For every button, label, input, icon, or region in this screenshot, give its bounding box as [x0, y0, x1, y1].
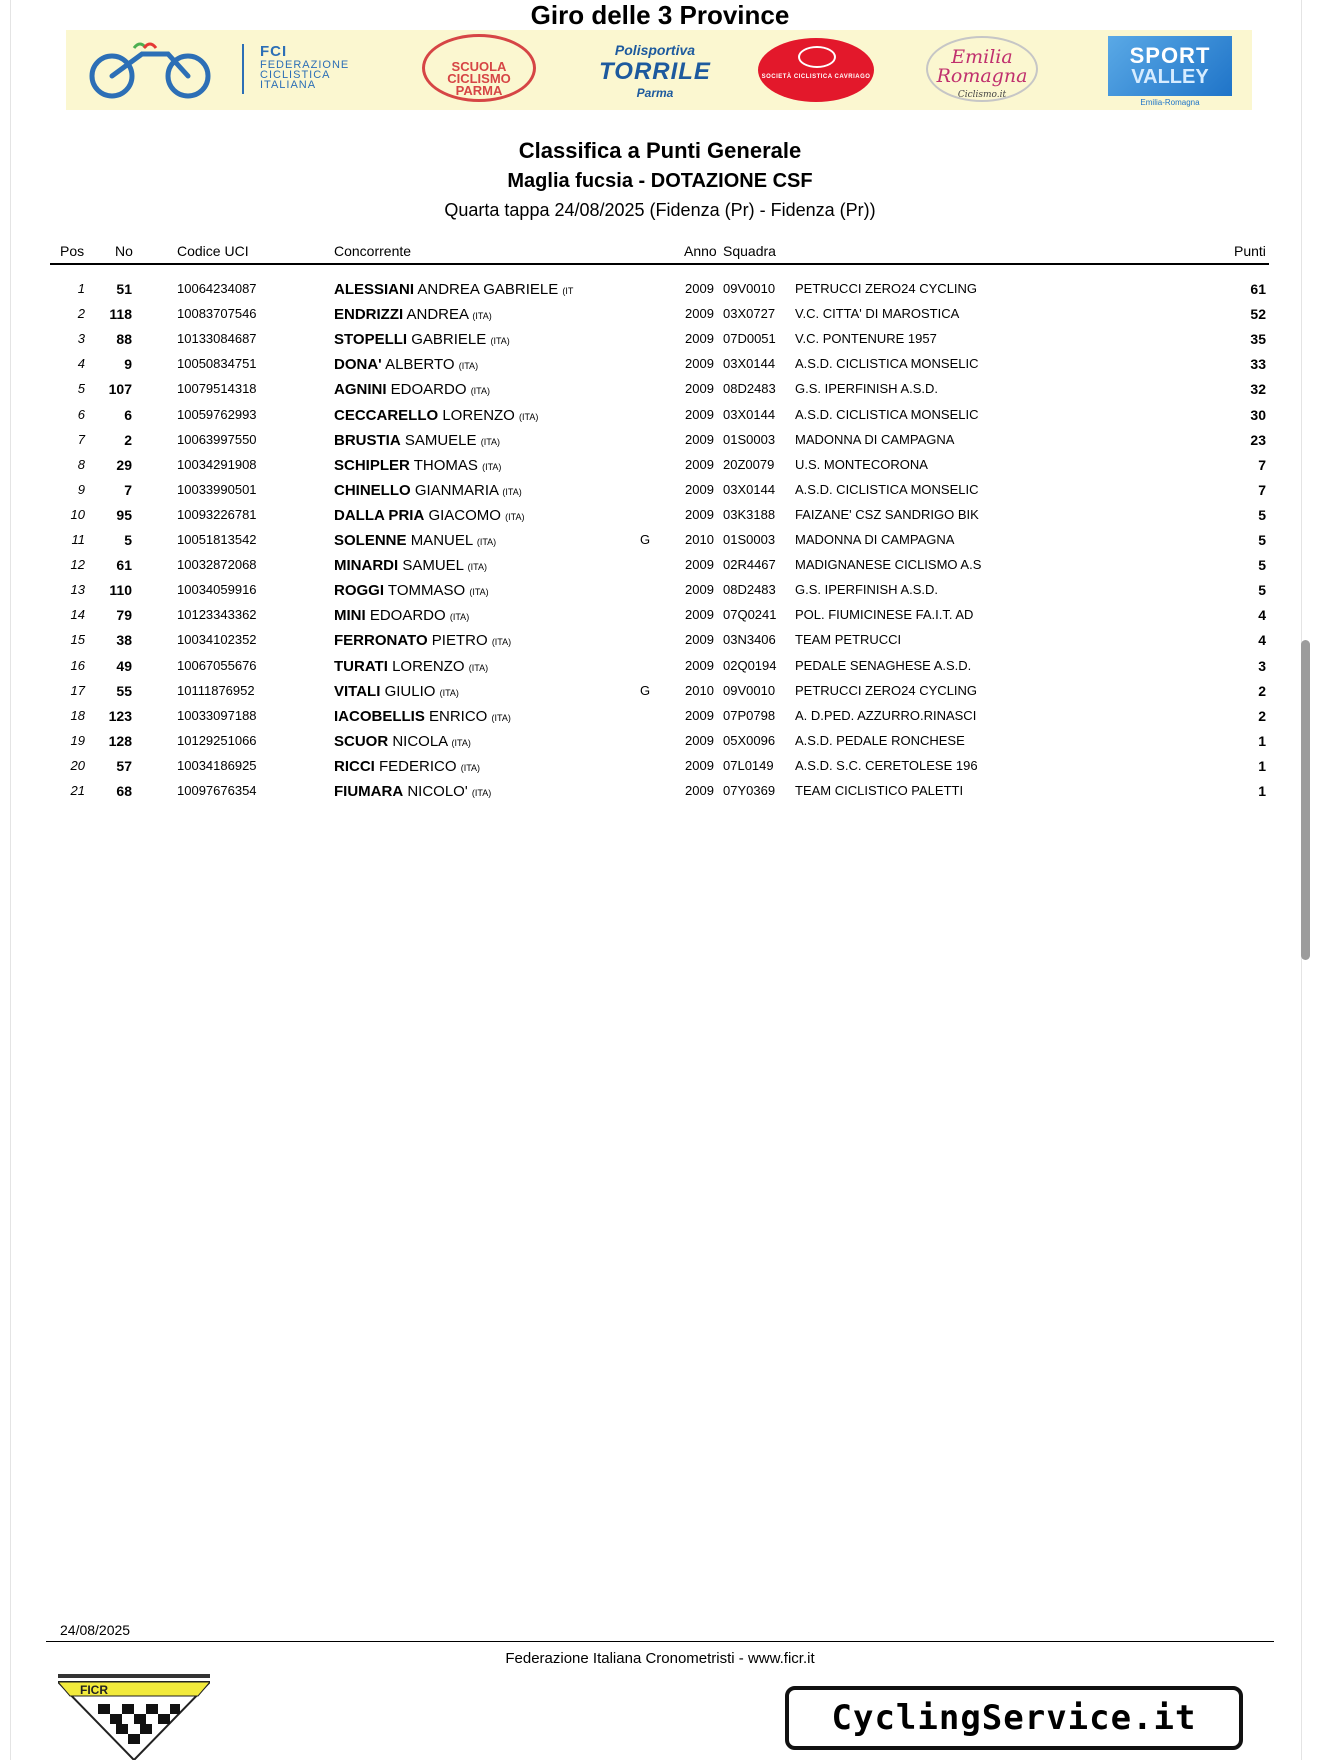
points: 5 — [1258, 582, 1266, 599]
team-name: G.S. IPERFINISH A.S.D. — [795, 582, 939, 598]
sc-cavriago-logo: SOCIETÀ CICLISTICA CAVRIAGO — [758, 38, 874, 102]
team-code: 03N3406 — [723, 632, 776, 648]
bib-number: 55 — [116, 682, 132, 699]
team-name: POL. FIUMICINESE FA.I.T. AD — [795, 607, 974, 623]
uci-code: 10133084687 — [177, 331, 257, 347]
points: 2 — [1258, 682, 1266, 699]
sponsor-banner — [66, 30, 1252, 110]
table-row — [0, 557, 1320, 582]
rider-name — [334, 532, 664, 549]
points: 5 — [1258, 506, 1266, 523]
rider-surname: ROGGI — [334, 582, 385, 600]
team-code: 03X0144 — [723, 481, 776, 497]
rank-position: 21 — [70, 783, 85, 798]
rider-surname: SCHIPLER — [334, 456, 410, 474]
team-code: 08D2483 — [723, 381, 776, 397]
rider-firstname: NICOLA — [392, 732, 448, 750]
points: 4 — [1258, 607, 1266, 624]
jersey-subtitle: Maglia fucsia - DOTAZIONE CSF — [507, 170, 813, 192]
birth-year: 2009 — [685, 506, 714, 522]
points: 35 — [1250, 331, 1266, 348]
rider-firstname: EDOARDO — [369, 607, 446, 625]
stage-info: Quarta tappa 24/08/2025 (Fidenza (Pr) - Fidenza (Pr)) — [444, 200, 876, 220]
rider-firstname: ANDREA — [406, 306, 469, 324]
table-row — [0, 356, 1320, 381]
uci-code: 10063997550 — [177, 431, 257, 447]
footer-divider — [46, 1641, 1274, 1642]
bib-number: 95 — [116, 506, 132, 523]
rider-firstname: NICOLO' — [407, 783, 468, 800]
team-code: 01S0003 — [723, 532, 776, 547]
rider-surname: ENDRIZZI — [334, 306, 404, 324]
team-code: 09V0010 — [723, 682, 776, 698]
team-name: MADONNA DI CAMPAGNA — [795, 431, 955, 447]
ficr-credit: Federazione Italiana Cronometristi - www.ficr.it — [505, 1650, 815, 1667]
bib-number: 68 — [116, 783, 132, 799]
birth-year: 2009 — [685, 381, 714, 397]
rider-name — [334, 733, 664, 750]
rider-firstname: PIETRO — [431, 632, 488, 650]
uci-code: 10034059916 — [177, 582, 257, 598]
classification-title: Classifica a Punti Generale — [518, 138, 802, 163]
rider-nationality: (ITA) — [476, 537, 497, 547]
bib-number: 9 — [124, 356, 132, 373]
birth-year: 2009 — [685, 331, 714, 347]
table-row — [0, 281, 1320, 306]
team-code: 03X0727 — [723, 306, 776, 322]
ficr-logo-icon — [58, 1674, 210, 1760]
points: 4 — [1258, 632, 1266, 649]
team-name: A.S.D. CICLISTICA MONSELIC — [795, 356, 979, 372]
team-name: A.S.D. PEDALE RONCHESE — [795, 732, 965, 748]
rank-position: 19 — [70, 732, 85, 748]
cyclingservice-logo: CyclingService.it — [785, 1686, 1243, 1750]
col-anno: Anno — [684, 243, 717, 259]
table-row — [0, 758, 1320, 783]
rider-firstname: EDOARDO — [390, 381, 467, 399]
rider-nationality: (ITA) — [439, 687, 459, 698]
team-code: 07P0798 — [723, 707, 776, 723]
team-name: G.S. IPERFINISH A.S.D. — [795, 381, 939, 397]
rider-firstname: ANDREA GABRIELE — [417, 281, 559, 298]
points: 7 — [1258, 456, 1266, 473]
bib-number: 6 — [124, 406, 132, 423]
birth-year: 2009 — [685, 481, 714, 497]
bib-number: 61 — [116, 557, 132, 574]
rider-name — [334, 658, 664, 675]
team-code: 07D0051 — [723, 331, 776, 347]
rider-name — [334, 482, 664, 499]
team-code: 07L0149 — [723, 757, 774, 773]
rank-position: 4 — [77, 356, 85, 372]
rank-position: 8 — [77, 456, 85, 472]
rider-nationality: (ITA) — [467, 562, 487, 573]
team-code: 02Q0194 — [723, 657, 777, 673]
team-name: TEAM PETRUCCI — [795, 632, 902, 648]
rank-position: 17 — [70, 682, 85, 698]
rider-surname: MINARDI — [334, 557, 399, 575]
rider-name — [334, 758, 664, 775]
bib-number: 79 — [116, 607, 132, 624]
table-row — [0, 783, 1320, 808]
rider-surname: SCUOR — [334, 732, 389, 750]
team-name: MADONNA DI CAMPAGNA — [795, 532, 955, 547]
rider-surname: STOPELLI — [334, 331, 408, 349]
uci-code: 10033990501 — [177, 481, 257, 497]
rider-surname: IACOBELLIS — [334, 707, 425, 725]
table-row — [0, 306, 1320, 331]
rider-surname: VITALI — [334, 682, 381, 700]
birth-year: 2009 — [685, 657, 714, 673]
points: 33 — [1250, 356, 1266, 373]
points: 7 — [1258, 481, 1266, 498]
team-code: 01S0003 — [723, 431, 776, 447]
team-code: 03K3188 — [723, 506, 776, 522]
rider-nationality: (ITA) — [451, 737, 471, 748]
bib-number: 5 — [124, 532, 132, 548]
points: 1 — [1258, 783, 1266, 799]
sport-valley-logo: SPORT VALLEY Emilia-Romagna — [1108, 36, 1232, 96]
bib-number: 57 — [116, 757, 132, 774]
category-flag: G — [640, 532, 651, 547]
team-name: PETRUCCI ZERO24 CYCLING — [795, 682, 978, 698]
polisportiva-torrile-logo: Polisportiva TORRILE Parma — [599, 42, 711, 100]
uci-code: 10111876952 — [177, 682, 255, 698]
team-name: FAIZANE' CSZ SANDRIGO BIK — [795, 506, 979, 522]
rider-surname: FERRONATO — [334, 632, 428, 650]
rank-position: 10 — [70, 506, 85, 522]
rank-position: 11 — [71, 532, 85, 547]
points: 23 — [1250, 431, 1266, 448]
team-code: 05X0096 — [723, 732, 776, 748]
team-code: 07Q0241 — [723, 607, 777, 623]
team-name: A. D.PED. AZZURRO.RINASCI — [795, 707, 977, 723]
rider-name — [334, 632, 664, 649]
emilia-romagna-ciclismo-logo: Emilia Romagna Ciclismo.it — [926, 36, 1038, 102]
team-name: U.S. MONTECORONA — [795, 456, 928, 472]
rider-firstname: ALBERTO — [385, 356, 455, 374]
uci-code: 10097676354 — [177, 783, 257, 798]
bib-number: 110 — [109, 582, 132, 599]
col-punti: Punti — [1234, 243, 1266, 259]
rider-nationality: (ITA) — [482, 461, 502, 472]
team-name: A.S.D. CICLISTICA MONSELIC — [795, 481, 979, 497]
points: 1 — [1258, 757, 1266, 774]
rider-firstname: GIACOMO — [428, 506, 501, 524]
team-code: 08D2483 — [723, 582, 776, 598]
uci-code: 10050834751 — [177, 356, 257, 372]
birth-year: 2009 — [685, 757, 714, 773]
team-code: 07Y0369 — [723, 783, 776, 798]
col-squadra: Squadra — [723, 243, 776, 259]
table-row — [0, 582, 1320, 607]
rider-name — [334, 331, 664, 348]
rank-position: 15 — [70, 632, 85, 648]
points: 5 — [1258, 532, 1266, 548]
birth-year: 2009 — [685, 582, 714, 598]
rider-surname: AGNINI — [334, 381, 387, 399]
rider-nationality: (IT — [562, 286, 574, 296]
rider-firstname: ENRICO — [429, 707, 488, 725]
bib-number: 49 — [116, 657, 132, 674]
uci-code: 10093226781 — [177, 506, 257, 522]
uci-code: 10034186925 — [177, 757, 257, 773]
uci-code: 10032872068 — [177, 557, 257, 573]
points: 2 — [1258, 707, 1266, 724]
points: 5 — [1258, 557, 1266, 574]
rider-surname: DONA' — [334, 356, 382, 374]
rider-firstname: SAMUELE — [404, 431, 477, 449]
rider-surname: ALESSIANI — [334, 281, 415, 298]
rank-position: 13 — [70, 582, 85, 598]
rider-nationality: (ITA) — [449, 612, 470, 623]
rider-firstname: TOMMASO — [387, 582, 466, 600]
rider-firstname: GABRIELE — [411, 331, 487, 349]
bib-number: 29 — [116, 456, 132, 473]
birth-year: 2010 — [685, 532, 714, 547]
rank-position: 20 — [70, 757, 85, 773]
rider-firstname: THOMAS — [413, 456, 478, 474]
birth-year: 2009 — [685, 607, 714, 623]
uci-code: 10051813542 — [177, 532, 257, 547]
bib-number: 128 — [108, 732, 132, 749]
rider-firstname: SAMUEL — [402, 557, 464, 575]
table-row — [0, 733, 1320, 758]
birth-year: 2009 — [685, 732, 714, 748]
col-name: Concorrente — [334, 243, 412, 259]
event-title: Giro delle 3 Province — [530, 0, 790, 30]
birth-year: 2009 — [685, 557, 714, 573]
uci-code: 10034102352 — [177, 632, 257, 648]
birth-year: 2009 — [685, 356, 714, 372]
rider-nationality: (ITA) — [491, 712, 511, 723]
rider-name — [334, 281, 664, 298]
rider-name — [334, 507, 664, 524]
points: 61 — [1250, 281, 1266, 297]
table-row — [0, 457, 1320, 482]
uci-code: 10067055676 — [177, 657, 257, 673]
team-code: 02R4467 — [723, 557, 776, 573]
bike-icon — [798, 46, 836, 68]
team-name: V.C. CITTA' DI MAROSTICA — [795, 306, 960, 322]
bib-number: 123 — [108, 707, 132, 724]
table-row — [0, 407, 1320, 432]
rider-nationality: (ITA) — [458, 361, 479, 372]
rider-firstname: LORENZO — [442, 406, 515, 424]
table-row — [0, 432, 1320, 457]
rider-surname: FIUMARA — [334, 783, 404, 800]
team-code: 20Z0079 — [723, 456, 775, 472]
bib-number: 51 — [116, 281, 132, 297]
uci-code: 10059762993 — [177, 406, 257, 422]
table-row — [0, 607, 1320, 632]
rank-position: 5 — [77, 381, 85, 397]
bib-number: 88 — [116, 331, 132, 348]
rider-surname: CECCARELLO — [334, 406, 439, 424]
points: 1 — [1258, 732, 1266, 749]
table-row — [0, 708, 1320, 733]
bib-number: 118 — [109, 306, 132, 323]
rider-name — [334, 457, 664, 474]
footer-date: 24/08/2025 — [60, 1622, 131, 1638]
bib-number: 107 — [108, 381, 132, 398]
birth-year: 2009 — [685, 281, 714, 296]
rider-nationality: (ITA) — [472, 311, 492, 322]
rank-position: 2 — [77, 306, 85, 322]
rider-name — [334, 557, 664, 574]
rider-surname: MINI — [334, 607, 366, 625]
uci-code: 10083707546 — [177, 306, 257, 322]
rider-name — [334, 582, 664, 599]
rank-position: 1 — [77, 281, 85, 296]
rider-surname: TURATI — [334, 657, 388, 675]
col-pos: Pos — [60, 243, 85, 259]
svg-text:FICR: FICR — [80, 1683, 108, 1697]
birth-year: 2009 — [685, 456, 714, 472]
rider-nationality: (ITA) — [470, 386, 491, 397]
rider-firstname: LORENZO — [392, 657, 465, 675]
rider-nationality: (ITA) — [471, 788, 492, 798]
points: 3 — [1258, 657, 1266, 674]
rank-position: 7 — [77, 431, 85, 447]
rank-position: 9 — [77, 481, 85, 497]
uci-code: 10123343362 — [177, 607, 257, 623]
birth-year: 2009 — [685, 783, 714, 798]
rider-nationality: (ITA) — [491, 637, 512, 648]
rider-nationality: (ITA) — [519, 411, 539, 422]
team-name: V.C. PONTENURE 1957 — [795, 331, 937, 347]
rider-nationality: (ITA) — [480, 436, 501, 447]
team-name: TEAM CICLISTICO PALETTI — [795, 783, 964, 798]
table-row — [0, 658, 1320, 683]
birth-year: 2009 — [685, 707, 714, 723]
rider-surname: DALLA PRIA — [334, 506, 425, 524]
rider-nationality: (ITA) — [490, 336, 510, 347]
rider-name — [334, 607, 664, 624]
rider-nationality: (ITA) — [460, 762, 481, 773]
table-row — [0, 331, 1320, 356]
rider-firstname: MANUEL — [410, 532, 473, 549]
table-row — [0, 683, 1320, 708]
rider-name — [334, 356, 664, 373]
rank-position: 18 — [70, 707, 85, 723]
rank-position: 12 — [70, 557, 85, 573]
category-flag: G — [640, 682, 651, 698]
table-row — [0, 507, 1320, 532]
table-row — [0, 482, 1320, 507]
rider-firstname: FEDERICO — [379, 757, 457, 775]
team-name: PETRUCCI ZERO24 CYCLING — [795, 281, 978, 296]
birth-year: 2009 — [685, 431, 714, 447]
team-name: PEDALE SENAGHESE A.S.D. — [795, 657, 972, 673]
rank-position: 3 — [77, 331, 85, 347]
rider-surname: SOLENNE — [334, 532, 407, 549]
bib-number: 7 — [124, 481, 132, 498]
header-divider — [50, 263, 1269, 265]
team-name: MADIGNANESE CICLISMO A.S — [795, 557, 982, 573]
rider-nationality: (ITA) — [505, 511, 525, 522]
col-uci: Codice UCI — [177, 243, 249, 259]
team-code: 03X0144 — [723, 406, 776, 422]
rider-name — [334, 407, 664, 424]
fci-separator — [242, 44, 244, 94]
fci-logo-text: FCI FEDERAZIONE CICLISTICA ITALIANA — [260, 43, 350, 91]
birth-year: 2009 — [685, 632, 714, 648]
uci-code: 10079514318 — [177, 381, 257, 397]
table-row — [0, 381, 1320, 406]
team-code: 03X0144 — [723, 356, 776, 372]
rider-name — [334, 306, 664, 323]
team-name: A.S.D. S.C. CERETOLESE 196 — [795, 757, 978, 773]
birth-year: 2009 — [685, 306, 714, 322]
bib-number: 2 — [124, 431, 132, 448]
points: 52 — [1250, 306, 1266, 323]
rider-name — [334, 783, 664, 800]
uci-code: 10129251066 — [177, 732, 257, 748]
rider-firstname: GIANMARIA — [414, 481, 499, 499]
rider-surname: CHINELLO — [334, 481, 411, 499]
uci-code: 10034291908 — [177, 456, 257, 472]
rider-firstname: GIULIO — [384, 682, 436, 700]
birth-year: 2009 — [685, 406, 714, 422]
rider-nationality: (ITA) — [469, 587, 489, 598]
col-no: No — [115, 243, 133, 259]
rank-position: 6 — [77, 406, 85, 422]
rider-name — [334, 683, 664, 700]
scuola-ciclismo-parma-logo: SCUOLA CICLISMO PARMA — [422, 34, 536, 102]
birth-year: 2010 — [685, 682, 714, 698]
rider-surname: BRUSTIA — [334, 431, 401, 449]
team-name: A.S.D. CICLISTICA MONSELIC — [795, 406, 979, 422]
rank-position: 16 — [70, 657, 85, 673]
rank-position: 14 — [70, 607, 85, 623]
bib-number: 38 — [116, 632, 132, 649]
points: 30 — [1250, 406, 1266, 423]
rider-name — [334, 381, 664, 398]
rider-surname: RICCI — [334, 757, 375, 775]
rider-nationality: (ITA) — [468, 662, 489, 673]
team-code: 09V0010 — [723, 281, 776, 296]
uci-code: 10033097188 — [177, 707, 257, 723]
table-row — [0, 632, 1320, 657]
rider-name — [334, 432, 664, 449]
points: 32 — [1250, 381, 1266, 398]
fci-bike-logo-icon — [78, 40, 228, 100]
table-row — [0, 532, 1320, 557]
rider-name — [334, 708, 664, 725]
uci-code: 10064234087 — [177, 281, 257, 296]
rider-nationality: (ITA) — [502, 486, 522, 497]
